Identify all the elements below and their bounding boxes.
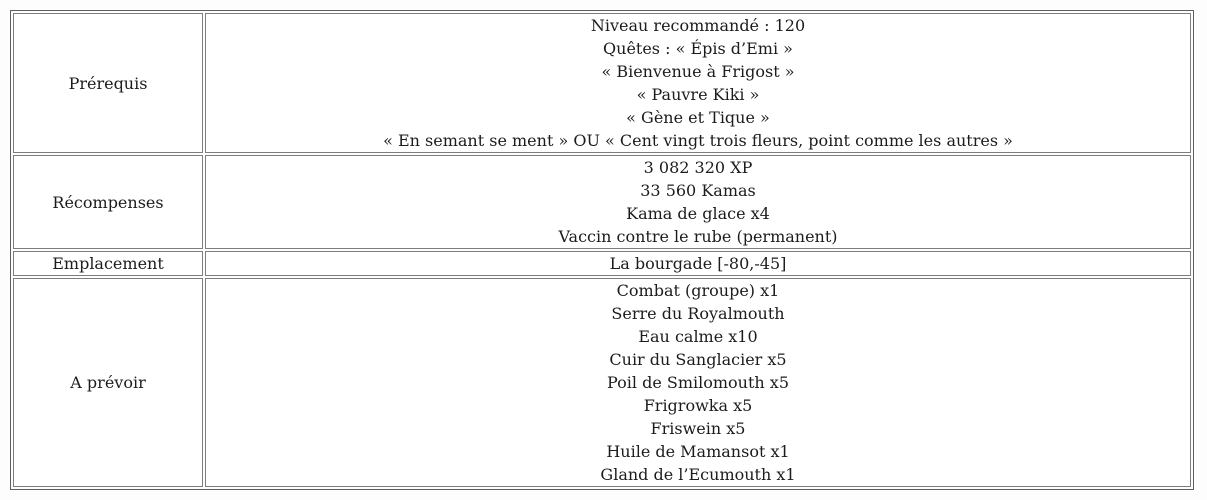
table-row-recompenses (13, 155, 1191, 249)
content-line: Eau calme x10 (638, 327, 758, 346)
content-line: 33 560 Kamas (640, 181, 756, 200)
content-line: Poil de Smilomouth x5 (607, 373, 789, 392)
quest-info-table (10, 10, 1194, 490)
content-line: 3 082 320 XP (643, 158, 753, 177)
content-line: Friswein x5 (650, 419, 746, 438)
row-label-recompenses: Récompenses (13, 155, 203, 249)
content-line: « Gène et Tique » (626, 108, 770, 127)
content-line: Gland de l’Ecumouth x1 (600, 465, 796, 484)
content-line: Frigrowka x5 (643, 396, 753, 415)
content-line: Quêtes : « Épis d’Emi » (603, 39, 793, 58)
row-label-prerequis: Prérequis (13, 13, 203, 153)
row-label-a-prevoir: A prévoir (13, 278, 203, 487)
content-line: Combat (groupe) x1 (616, 281, 780, 300)
table-row-emplacement (13, 251, 1191, 276)
table-row-a-prevoir (13, 278, 1191, 487)
row-content-prerequis (205, 13, 1191, 153)
content-line: Huile de Mamansot x1 (606, 442, 790, 461)
content-line: Vaccin contre le rube (permanent) (558, 227, 838, 246)
content-line: « Bienvenue à Frigost » (601, 62, 795, 81)
content-line: « Pauvre Kiki » (636, 85, 760, 104)
row-content-recompenses (205, 155, 1191, 249)
content-line: « En semant se ment » OU « Cent vingt trois fleurs, point comme les autres » (383, 131, 1013, 150)
content-line: Serre du Royalmouth (611, 304, 785, 323)
row-label-emplacement: Emplacement (13, 251, 203, 276)
content-line: Niveau recommandé : 120 (590, 16, 806, 35)
table-row-prerequis (13, 13, 1191, 153)
content-line: La bourgade [-80,-45] (609, 254, 787, 273)
content-line: Kama de glace x4 (626, 204, 770, 223)
row-content-emplacement (205, 251, 1191, 276)
row-content-a-prevoir (205, 278, 1191, 487)
content-line: Cuir du Sanglacier x5 (609, 350, 787, 369)
